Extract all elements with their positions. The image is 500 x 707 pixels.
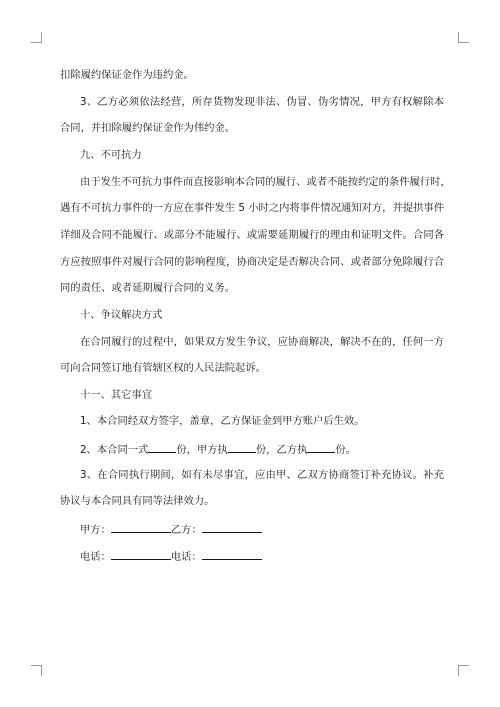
crop-mark-top-right (458, 32, 469, 43)
section-heading-force-majeure: 九、不可抗力 (80, 149, 142, 161)
paragraph-line: 由于发生不可抗力事件而直接影响本合同的履行、或者不能按约定的条件履行时， (80, 176, 451, 188)
paragraph-line: 遇有不可抗力事件的一方应在事件发生 5 小时之内将事件情况通知对方，并提拱事件 (60, 202, 444, 214)
copies-line (80, 441, 444, 457)
party-b-blank (202, 521, 262, 533)
copies-part-b: 份，乙方执 (255, 444, 308, 456)
phone-b-blank (202, 548, 262, 560)
phone-a-blank (111, 548, 171, 560)
section-heading-dispute: 十、争议解决方式 (80, 309, 163, 321)
party-a-blank (111, 521, 171, 533)
phone-row (80, 548, 444, 564)
paragraph-line: 详细及合同不能履行、或部分不能履行、或需要延期履行的理由和证明文件。合同各 (60, 229, 444, 241)
paragraph-line: 扣除履约保证金作为违约金。 (60, 69, 194, 81)
paragraph-line: 1、本合同经双方签字，盖章，乙方保证金到甲方账户后生效。 (80, 415, 365, 427)
copies-total-blank (148, 441, 176, 453)
paragraph-line: 在合同履行的过程中，如果双方发生争议，应协商解决，解决不在的，任何一方 (80, 336, 444, 348)
copies-party-a-blank (228, 441, 256, 453)
copies-prefix: 2、本合同一式 (80, 444, 149, 456)
crop-mark-bottom-right (458, 665, 469, 676)
crop-mark-bottom-left (31, 665, 42, 676)
paragraph-line: 3、在合同执行期间，如有未尽事宜，应由甲、乙双方协商签订补充协议。补充 (80, 469, 444, 481)
phone-b-label: 电话： (170, 551, 202, 563)
crop-mark-top-left (31, 32, 42, 43)
paragraph-line: 同的责任、或者延期履行合同的义务。 (60, 282, 236, 294)
paragraph-line: 可向合同签订地有管辖区权的人民法院起诉。 (60, 362, 266, 374)
paragraph-line: 3、乙方必须依法经营，所存货物发现非法、伪冒、伪劣情况，甲方有权解除本 (80, 96, 444, 108)
party-b-label: 乙方： (170, 524, 202, 536)
copies-part-a: 份，甲方执 (176, 444, 228, 456)
party-a-label: 甲方： (80, 524, 111, 536)
paragraph-line: 合同，并扣除履约保证金作为伟约金。 (60, 122, 236, 134)
signature-row (80, 521, 444, 537)
paragraph-line: 方应按照事件对履行合同的影响程度，协商决定是否解决合同、或者部分免除履行合 (60, 256, 444, 268)
section-heading-other: 十一、其它事宜 (80, 389, 153, 401)
copies-party-b-blank (307, 441, 335, 453)
copies-suffix: 份。 (335, 444, 356, 456)
paragraph-line: 协议与本合同具有同等法律效力。 (60, 495, 215, 507)
phone-a-label: 电话： (80, 551, 111, 563)
